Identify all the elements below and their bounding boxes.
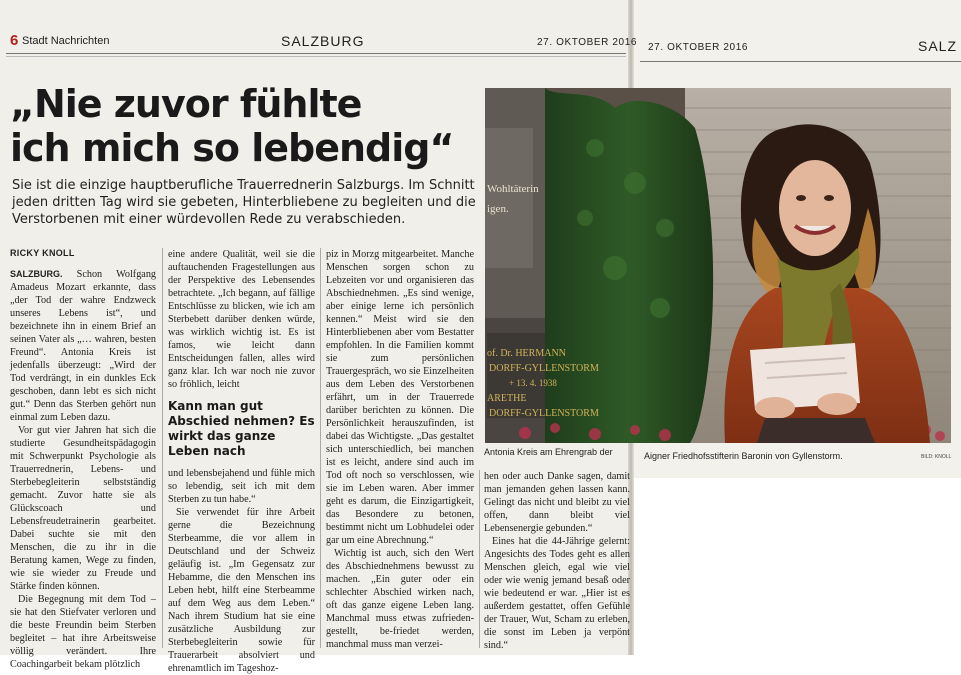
plaque-text: ARETHE — [487, 393, 527, 404]
right-page-date: 27. OKTOBER 2016 — [648, 42, 749, 53]
header-rule-secondary — [6, 56, 626, 57]
paragraph: Sie verwendet für ihre Arbeit gerne die Bezeichnung Sterbeamme, die vor allem in Deutschland und der Schweiz geläufig ist. „Im Gegensatz zur Hebamme, die den Menschen ins Leben hebt, hilft eine Sterbeamme auf dem Weg aus dem Leben.“ Nach ihrem Studium hat sie eine zusätzliche Ausbildung zur Sterbebegleiterin sowie für Trauerarbeit absolviert und ehrenamtlich im Tageshoz- — [168, 507, 315, 674]
header-city: SALZBURG — [281, 33, 365, 49]
page-number: 6 — [10, 32, 19, 49]
plaque-text: igen. — [487, 203, 509, 215]
section-name: Stadt Nachrichten — [22, 35, 110, 47]
article-column-2 — [168, 248, 315, 675]
plaque-text: Wohltäterin — [487, 183, 539, 195]
plaque-text: DORFF-GYLLENSTORM — [489, 363, 599, 374]
headline-line-1: „Nie zuvor fühlte — [10, 82, 362, 126]
paragraph: Wichtig ist auch, sich den Wert des Abschiednehmens bewusst zu machen. „Ein guter oder ein schlechter Abschied wirken nach, oft das ganze eigene Leben lang. Manchmal muss etwas zufrieden-gestellt, be-friedet werden, manchmal muss man verzei- — [326, 548, 474, 650]
article-headline — [10, 82, 480, 170]
column-rule — [162, 248, 163, 648]
article-column-1 — [10, 268, 156, 671]
paragraph: eine andere Qualität, weil sie die auftauchenden Fragestellungen aus der Perspektive des Lebensendes betrachtete. „Ich begann, auf fällige Entschlüsse zu blicken, wie ich am Sterbebett darüber denken würde, was wirklich wichtig ist. Es ist famos, wie leicht dann Entscheidungen fallen, alles wird ganz klar. Ich war noch nie zuvor so fröhlich, leicht — [168, 249, 315, 390]
paragraph: SALZBURG. Schon Wolfgang Amadeus Mozart erkannte, dass „der Tod der wahre Endzweck unseres Lebens ist“, und bezeichnete ihn in einem Brief an seinen Vater als „… wahren, besten Freund“. Antonia Kreis ist jedenfalls überzeugt: „Wird der Tod verdrängt, in ein dunkles Eck geschoben, dann lebt es sich nicht gut.“ Denn das Sterben gehört nun einmal zum Leben dazu. — [10, 269, 157, 423]
paragraph: piz in Morzg mitgearbeitet. Manche Menschen sorgen schon zu Lebzeiten vor und organisieren das Abschiednehmen. „Es sind wenige, aber einige lerne ich persönlich kennen.“ Meist wird sie den Hinterbliebenen aber vom Bestatter empfohlen. In die Familien kommt sie zum persönlichen Trauergespräch, wo sie Einzelheiten aus dem Leben des Verstorbenen erfährt, um in der Trauerrede darüber berichten zu können. Die Persönlichkeit herauszufinden, ist dabei das Wichtigste. „Das gestaltet sich unterschiedlich, bei manchen ist es leicht, andere sind auch im Tod oft noch so verschlossen, wie sie im Leben waren. Aber immer geht es darum, die Einzigartigkeit, das Besondere zu betonen, bestimmt nicht um Lobhudelei oder gar um eine Abrechnung.“ — [326, 249, 474, 546]
paragraph: hen oder auch Danke sagen, damit man jemanden gehen lassen kann. Gelingt das nicht und bleibt zu viel offen, dann bleibt viel Lebensenergie gebunden.“ — [484, 471, 630, 534]
article-lead: Sie ist die einzige hauptberufliche Trauerrednerin Salzburgs. Im Schnitt jeden dritten Tag wird sie gebeten, Hinterbliebene zu begleiten und die Verstorbenen mit einer würdevollen Rede zu verabschieden. — [12, 178, 476, 227]
photo-illustration — [485, 88, 951, 443]
article-column-4 — [484, 470, 630, 652]
paragraph: Vor gut vier Jahren hat sich die studierte Gesundheitspädagogin mit Schwerpunkt Psychologie als Trauerrednerin, Lebens- und Sterbebegleiterin selbstständig gemacht. Zuvor hatte sie als Glückscoach und Lebensfreudetrainerin gearbeitet. Dabei suchte sie mit den Menschen, die zu ihr in die Beratung kamen, Wege zu finden, wie sie wieder zu Freude und Stärke finden können. — [10, 425, 156, 592]
right-page-city: SALZ — [918, 38, 958, 54]
plaque-text: of. Dr. HERMANN — [487, 348, 566, 359]
column-rule — [479, 470, 480, 648]
dateline: SALZBURG. — [10, 269, 63, 279]
article-column-3 — [326, 248, 474, 651]
header-rule — [6, 53, 626, 54]
paragraph: Eines hat die 44-Jährige gelernt: Angesichts des Todes geht es allen Menschen gleich, egal wie viel oder wie wenig jemand besaß oder wie bedeutend er war. „Hier ist es außerdem gestattet, offen Gefühle der Trauer, Wut, Scham zu erleben, die sonst im Leben ja verpönt sind.“ — [484, 536, 630, 651]
photo-credit: BILD: KNOLL — [921, 454, 952, 460]
article-subhead: Kann man gut Abschied nehmen? Es wirkt das ganze Leben nach — [168, 399, 315, 458]
paragraph: Die Begegnung mit dem Tod – sie hat den Stiefvater verloren und die beste Freundin beim Sterben begleitet – hat ihre Arbeitsweise völlig verändert. Ihre Coachingarbeit bekam plötzlich — [10, 594, 156, 670]
paragraph: und lebensbejahend und fühle mich so lebendig, seit ich mit dem Sterben zu tun habe.“ — [168, 468, 315, 505]
header-date: 27. OKTOBER 2016 — [537, 37, 638, 48]
article-photo — [485, 88, 951, 443]
article-byline: RICKY KNOLL — [10, 248, 75, 258]
headline-line-2: ich mich so lebendig“ — [10, 126, 454, 170]
column-rule — [320, 248, 321, 648]
photo-caption-right: Aigner Friedhofsstifterin Baronin von Gyllenstorm. — [644, 451, 843, 461]
plaque-text: DORFF-GYLLENSTORM — [489, 408, 599, 419]
photo-caption-left: Antonia Kreis am Ehrengrab der — [484, 447, 613, 457]
right-header-rule — [640, 61, 961, 62]
plaque-text: + 13. 4. 1938 — [509, 378, 557, 388]
